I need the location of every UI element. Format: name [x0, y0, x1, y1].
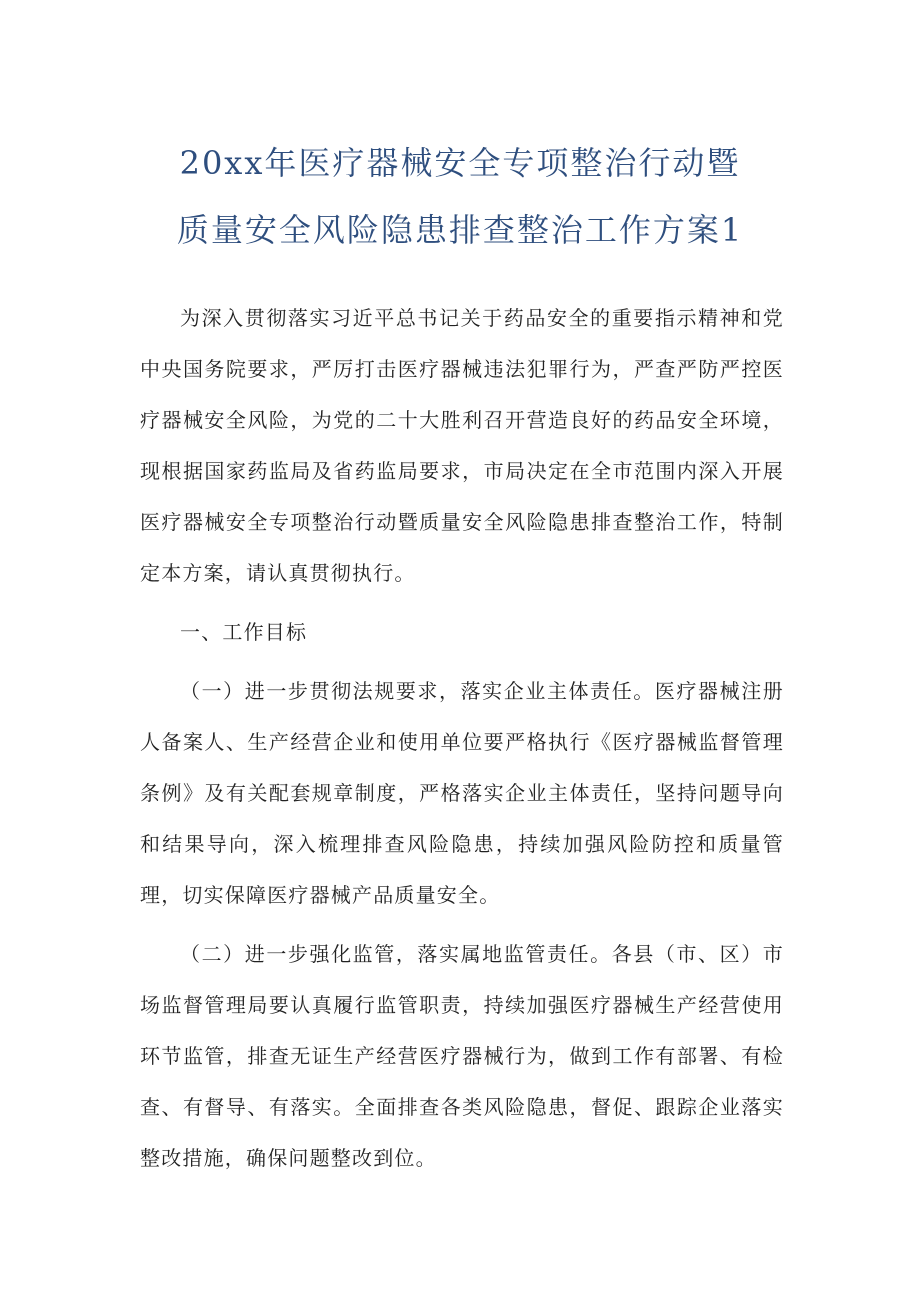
intro-paragraph: 为深入贯彻落实习近平总书记关于药品安全的重要指示精神和党中央国务院要求，严厉打击医疗器械违法犯罪行为，严查严防严控医疗器械安全风险，为党的二十大胜利召开营造良好的药品安全环境，现根据国家药监局及省药监局要求，市局决定在全市范围内深入开展医疗器械安全专项整治行动暨质量安全风险隐患排查整治工作，特制定本方案，请认真贯彻执行。: [140, 306, 784, 585]
document-body: [140, 293, 784, 1184]
document-title-line1: 20xx年医疗器械安全专项整治行动暨: [179, 144, 741, 182]
section-heading-work-goals: 一、工作目标: [180, 620, 308, 644]
goal-item-1: （一）进一步贯彻法规要求，落实企业主体责任。医疗器械注册人备案人、生产经营企业和使用单位要严格执行《医疗器械监督管理条例》及有关配套规章制度，严格落实企业主体责任，坚持问题导向和结果导向，深入梳理排查风险隐患，持续加强风险防控和质量管理，切实保障医疗器械产品质量安全。: [140, 679, 784, 907]
goal-item-2: （二）进一步强化监管，落实属地监管责任。各县（市、区）市场监督管理局要认真履行监管职责，持续加强医疗器械生产经营使用环节监管，排查无证生产经营医疗器械行为，做到工作有部署、有检查、有督导、有落实。全面排查各类风险隐患，督促、跟踪企业落实整改措施，确保问题整改到位。: [140, 942, 784, 1170]
document-title-line2: 质量安全风险隐患排查整治工作方案1: [176, 211, 744, 249]
